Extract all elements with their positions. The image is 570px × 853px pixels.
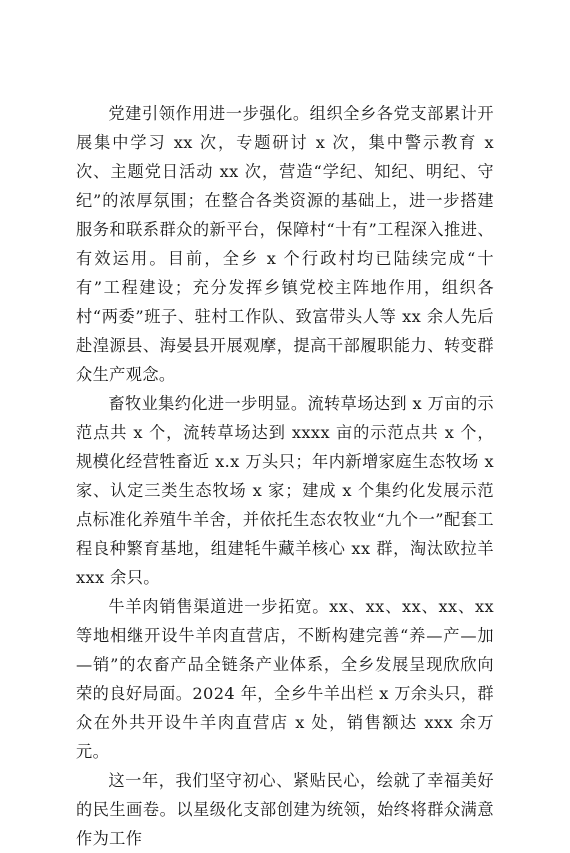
paragraph-animal-husbandry: 畜牧业集约化进一步明显。流转草场达到 x 万亩的示范点共 x 个，流转草场达到 xxxx 亩的示范点共 x 个，规模化经营牲畜近 x.x 万头只；年内新增家庭生态牧场 x 家、认定三类生态牧场 x 家；建成 x 个集约化发展示范点标准化养殖牛羊舍，并依托生态农牧业“九个一”配套工程良种繁育基地，组建牦牛藏羊核心 xx 群，淘汰欧拉羊 xxx 余只。 bbox=[76, 394, 494, 587]
paragraph-livelihood: 这一年，我们坚守初心、紧贴民心，绘就了幸福美好的民生画卷。以星级化支部创建为统领，始终将群众满意作为工作 bbox=[76, 771, 494, 848]
paragraph-party-building: 党建引领作用进一步强化。组织全乡各党支部累计开展集中学习 xx 次，专题研讨 x 次，集中警示教育 x 次、主题党日活动 xx 次，营造“学纪、知纪、明纪、守纪”的浓厚氛围；在整合各类资源的基础上，进一步搭建服务和联系群众的新平台，保障村“十有”工程深入推进、有效运用。目前，全乡 x 个行政村均已陆续完成“十有”工程建设；充分发挥乡镇党校主阵地作用，组织各村“两委”班子、驻村工作队、致富带头人等 xx 余人先后赴湟源县、海晏县开展观摩，提高干部履职能力、转变群众生产观念。 bbox=[76, 104, 494, 384]
paragraph-meat-sales: 牛羊肉销售渠道进一步拓宽。xx、xx、xx、xx、xx 等地相继开设牛羊肉直营店，不断构建完善“养—产—加—销”的农畜产品全链条产业体系，全乡发展呈现欣欣向荣的良好局面。2024 年，全乡牛羊出栏 x 万余头只，群众在外共开设牛羊肉直营店 x 处，销售额达 xxx 余万元。 bbox=[76, 597, 494, 761]
